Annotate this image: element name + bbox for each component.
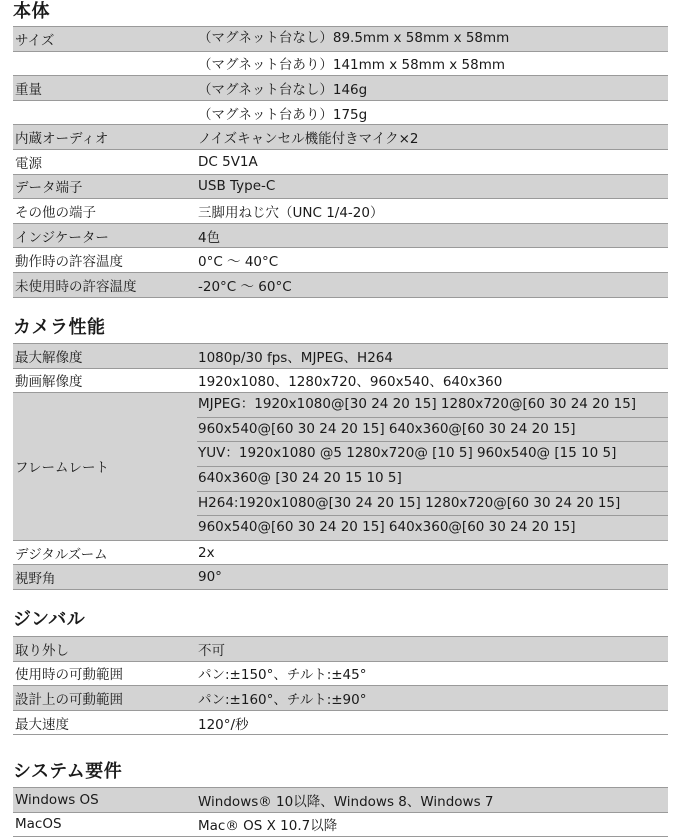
spec-table-system: [13, 787, 668, 837]
table-row: [13, 344, 668, 369]
row-label: 最大解像度: [13, 344, 197, 369]
table-row: [13, 540, 668, 565]
row-label: 使用時の可動範囲: [13, 661, 197, 686]
row-label: インジケーター: [13, 223, 197, 248]
row-value: 4色: [197, 223, 668, 248]
row-value: パン:±150°、チルト:±45°: [197, 661, 668, 686]
table-row: [13, 661, 668, 686]
spec-table-gimbal: [13, 636, 668, 735]
table-row: [13, 27, 668, 52]
row-label: [13, 51, 197, 76]
row-label: 重量: [13, 76, 197, 101]
section-title-gimbal: ジンバル: [13, 609, 86, 630]
value-line: MJPEG：1920x1080@[30 24 20 15] 1280x720@[60 30 24 20 15]: [198, 396, 637, 413]
table-row: [13, 76, 668, 101]
row-value: （マグネット台あり）175g: [197, 100, 668, 125]
row-value: 不可: [197, 637, 668, 662]
table-row: [13, 125, 668, 150]
table-row: [13, 812, 668, 837]
section-title-camera: カメラ性能: [13, 317, 106, 338]
row-value: 1920x1080、1280x720、960x540、640x360: [197, 368, 668, 393]
row-value: 90°: [197, 565, 668, 590]
row-label: 電源: [13, 149, 197, 174]
row-value: ノイズキャンセル機能付きマイク×2: [197, 125, 668, 150]
row-label: 取り外し: [13, 637, 197, 662]
row-value: [197, 393, 668, 541]
row-label: 内蔵オーディオ: [13, 125, 197, 150]
spec-table-body: [13, 26, 668, 298]
table-row: [13, 149, 668, 174]
row-value: 120°/秒: [197, 710, 668, 735]
value-line: 640x360@ [30 24 20 15 10 5]: [197, 466, 668, 491]
row-value: -20°C ～ 60°C: [197, 272, 668, 297]
value-line: （マグネット台なし）89.5mm x 58mm x 58mm: [198, 30, 510, 46]
row-label: 未使用時の許容温度: [13, 272, 197, 297]
row-label: 動画解像度: [13, 368, 197, 393]
row-value: Mac® OS X 10.7以降: [197, 812, 668, 837]
row-value: パン:±160°、チルト:±90°: [197, 686, 668, 711]
row-label: サイズ: [13, 27, 197, 52]
row-label: 最大速度: [13, 710, 197, 735]
row-value: 2x: [197, 540, 668, 565]
table-row: [13, 565, 668, 590]
table-row: [13, 199, 668, 224]
table-row: [13, 368, 668, 393]
row-value: 0°C ～ 40°C: [197, 248, 668, 273]
row-value: Windows® 10以降、Windows 8、Windows 7: [197, 788, 668, 813]
table-row: [13, 174, 668, 199]
table-row: [13, 710, 668, 735]
row-label: データ端子: [13, 174, 197, 199]
value-line: 960x540@[60 30 24 20 15] 640x360@[60 30 24 20 15]: [197, 417, 668, 442]
table-row: [13, 100, 668, 125]
table-row: [13, 788, 668, 813]
value-line: 960x540@[60 30 24 20 15] 640x360@[60 30 24 20 15]: [197, 515, 668, 540]
row-value: 三脚用ねじ穴（UNC 1/4-20）: [197, 199, 668, 224]
table-row: [13, 637, 668, 662]
row-label: 設計上の可動範囲: [13, 686, 197, 711]
section-title-system: システム要件: [13, 761, 123, 782]
table-row: [13, 51, 668, 76]
row-label: [13, 100, 197, 125]
row-value: USB Type-C: [197, 174, 668, 199]
value-line: YUV：1920x1080 @5 1280x720@ [10 5] 960x540@ [15 10 5]: [197, 441, 668, 466]
table-row: [13, 393, 668, 541]
row-value: （マグネット台なし）146g: [197, 76, 668, 101]
row-label: デジタルズーム: [13, 540, 197, 565]
section-title-body: 本体: [13, 1, 50, 22]
row-label: 動作時の許容温度: [13, 248, 197, 273]
table-row: [13, 248, 668, 273]
table-row: [13, 223, 668, 248]
row-label: フレームレート: [13, 393, 197, 541]
row-label: 視野角: [13, 565, 197, 590]
row-value: [197, 27, 668, 52]
row-label: その他の端子: [13, 199, 197, 224]
row-label: MacOS: [13, 812, 197, 837]
row-value: 1080p/30 fps、MJPEG、H264: [197, 344, 668, 369]
value-line: H264:1920x1080@[30 24 20 15] 1280x720@[60 30 24 20 15]: [197, 491, 668, 516]
row-label: Windows OS: [13, 788, 197, 813]
table-row: [13, 272, 668, 297]
row-value: （マグネット台あり）141mm x 58mm x 58mm: [197, 51, 668, 76]
table-row: [13, 686, 668, 711]
spec-table-camera: [13, 343, 668, 590]
row-value: DC 5V1A: [197, 149, 668, 174]
